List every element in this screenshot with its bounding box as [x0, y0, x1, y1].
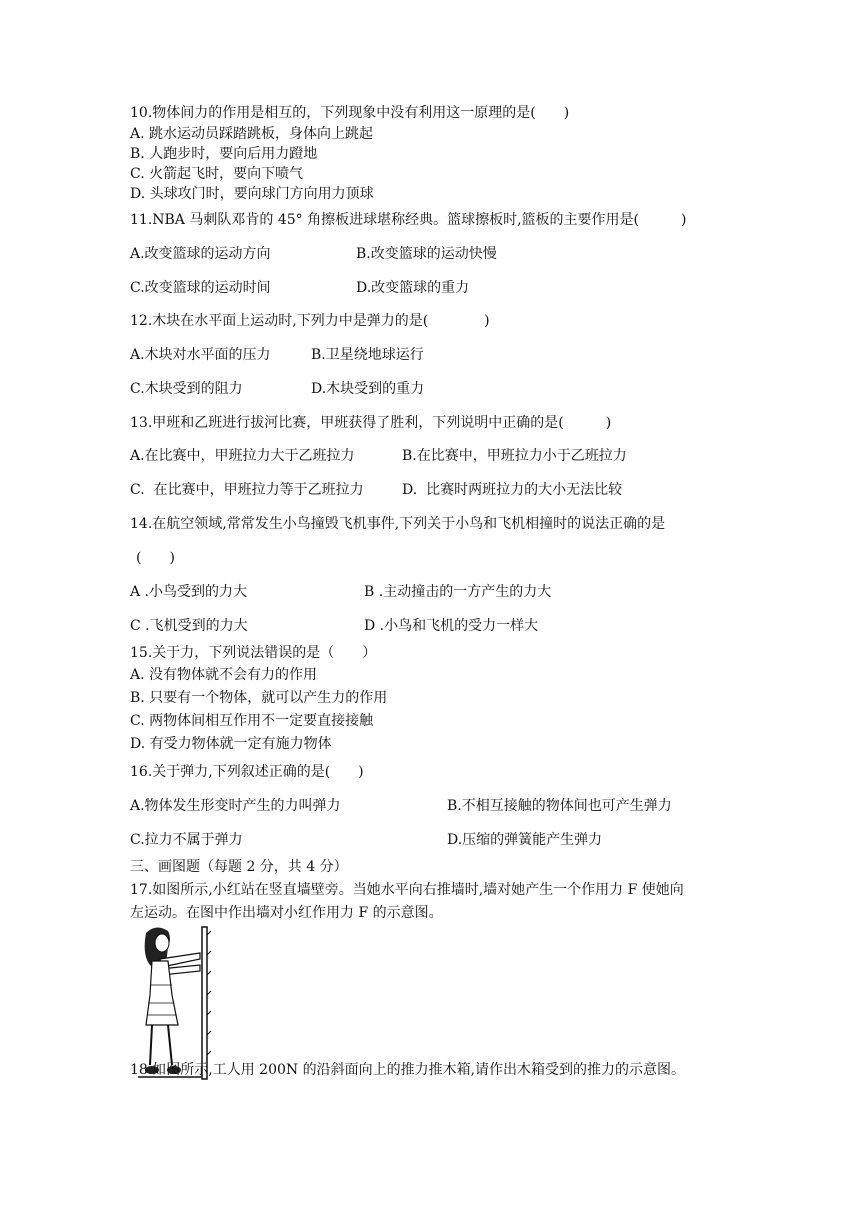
q12-option-a: A.木块对水平面的压力 — [130, 347, 271, 363]
section-heading: 三、画图题（每题 2 分，共 4 分） — [130, 859, 348, 875]
q10-option-d: D. 头球攻门时，要向球门方向用力顶球 — [130, 186, 374, 202]
q13-option-d: D. 比赛时两班拉力的大小无法比较 — [402, 482, 623, 498]
q12-stem: 12.木块在水平面上运动时,下列力中是弹力的是( ) — [130, 313, 490, 329]
q15-option-d: D. 有受力物体就一定有施力物体 — [130, 736, 332, 752]
q12-option-d: D.木块受到的重力 — [311, 381, 425, 397]
q16-option-b: B.不相互接触的物体间也可产生弹力 — [447, 798, 672, 814]
q13-option-b: B.在比赛中，甲班拉力小于乙班拉力 — [402, 448, 627, 464]
q11-option-a: A.改变篮球的运动方向 — [130, 246, 271, 262]
q13-stem: 13.甲班和乙班进行拔河比赛，甲班获得了胜利，下列说明中正确的是( ) — [130, 415, 612, 431]
q16-option-c: C.拉力不属于弹力 — [130, 832, 243, 848]
q15-option-a: A. 没有物体就不会有力的作用 — [130, 667, 318, 683]
q14-option-a: A .小鸟受到的力大 — [130, 584, 248, 600]
q11-option-b: B.改变篮球的运动快慢 — [356, 246, 497, 262]
q10-option-c: C. 火箭起飞时，要向下喷气 — [130, 166, 304, 182]
q14-option-d: D .小鸟和飞机的受力一样大 — [364, 618, 539, 634]
q10-stem: 10.物体间力的作用是相互的，下列现象中没有利用这一原理的是( ) — [130, 105, 570, 121]
q14-stem: 14.在航空领域,常常发生小鸟撞毁飞机事件,下列关于小鸟和飞机相撞时的说法正确的是 — [130, 516, 666, 532]
q18-stem: 18.如图所示,工人用 200N 的沿斜面向上的推力推木箱,请作出木箱受到的推力的示意图。 — [130, 1062, 686, 1078]
q11-option-d: D.改变篮球的重力 — [356, 280, 470, 296]
q14-option-c: C .飞机受到的力大 — [130, 618, 248, 634]
q10-option-b: B. 人跑步时，要向后用力蹬地 — [130, 146, 318, 162]
q13-option-a: A.在比赛中，甲班拉力大于乙班拉力 — [130, 448, 355, 464]
q15-option-c: C. 两物体间相互作用不一定要直接接触 — [130, 713, 374, 729]
q16-option-a: A.物体发生形变时产生的力叫弹力 — [130, 798, 341, 814]
q16-stem: 16.关于弹力,下列叙述正确的是( ) — [130, 764, 364, 780]
q12-option-c: C.木块受到的阻力 — [130, 381, 243, 397]
q11-option-c: C.改变篮球的运动时间 — [130, 280, 271, 296]
q14-stem-bracket: ( ) — [136, 550, 175, 566]
q17-stem-line1: 17.如图所示,小红站在竖直墙壁旁。当她水平向右推墙时,墙对她产生一个作用力 F 使她向 — [130, 882, 684, 898]
q17-stem-line2: 左运动。在图中作出墙对小红作用力 F 的示意图。 — [130, 905, 443, 921]
q11-stem: 11.NBA 马刺队邓肯的 45° 角擦板进球堪称经典。篮球擦板时,篮板的主要作用是( ) — [130, 212, 687, 228]
q10-option-a: A. 跳水运动员踩踏跳板，身体向上跳起 — [130, 126, 374, 142]
q15-option-b: B. 只要有一个物体，就可以产生力的作用 — [130, 690, 388, 706]
q12-option-b: B.卫星绕地球运行 — [311, 347, 424, 363]
q15-stem: 15.关于力，下列说法错误的是（ ） — [130, 645, 377, 661]
q13-option-c: C. 在比赛中，甲班拉力等于乙班拉力 — [130, 482, 364, 498]
girl-pushing-wall-figure — [138, 925, 212, 1081]
q14-option-b: B .主动撞击的一方产生的力大 — [364, 584, 552, 600]
q16-option-d: D.压缩的弹簧能产生弹力 — [447, 832, 603, 848]
